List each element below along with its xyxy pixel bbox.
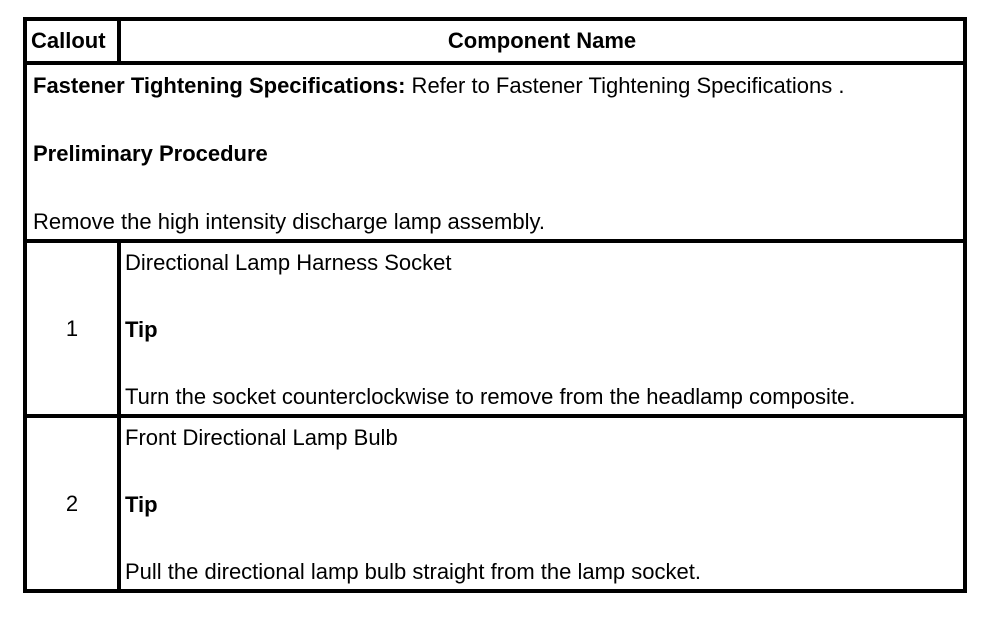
fastener-spec-label: Fastener Tightening Specifications: [33, 73, 406, 98]
fastener-spec-text: Refer to Fastener Tightening Specifications . [405, 73, 845, 98]
preliminary-procedure-heading: Preliminary Procedure [33, 141, 268, 166]
procedure-table [23, 17, 967, 593]
tip-label: Tip [125, 317, 158, 342]
table-header-row [25, 19, 965, 63]
callout-number: 1 [25, 241, 119, 416]
callout-number: 2 [25, 416, 119, 591]
intro-cell [25, 63, 965, 241]
component-name: Directional Lamp Harness Socket [125, 250, 452, 275]
callout-column-header: Callout [25, 19, 119, 63]
component-cell [119, 416, 965, 591]
intro-row [25, 63, 965, 241]
component-name: Front Directional Lamp Bulb [125, 425, 398, 450]
tip-label: Tip [125, 492, 158, 517]
tip-text: Turn the socket counterclockwise to remove from the headlamp composite. [125, 384, 856, 409]
preliminary-procedure-step: Remove the high intensity discharge lamp assembly. [33, 209, 545, 234]
tip-text: Pull the directional lamp bulb straight from the lamp socket. [125, 559, 701, 584]
table-row [25, 241, 965, 416]
fastener-spec-line [33, 73, 957, 99]
component-name-column-header: Component Name [119, 19, 965, 63]
component-cell [119, 241, 965, 416]
table-row [25, 416, 965, 591]
